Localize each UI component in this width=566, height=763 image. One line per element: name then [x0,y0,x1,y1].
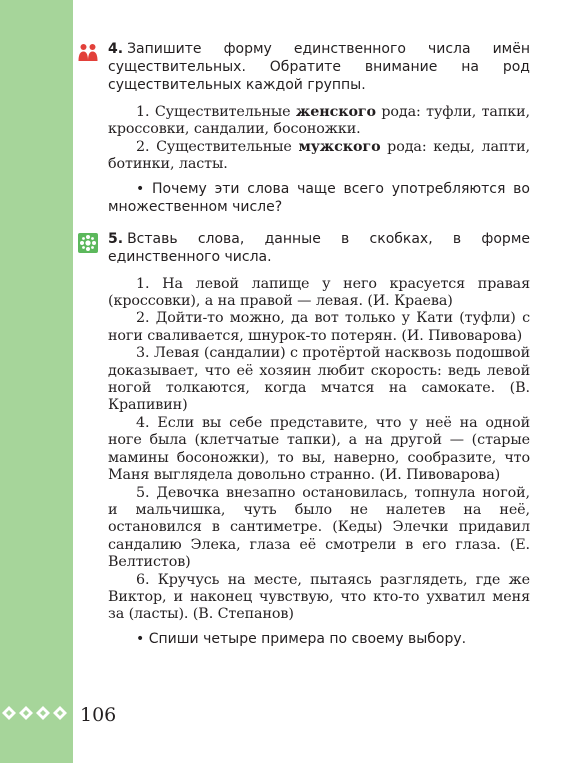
ornament-strip [0,704,70,722]
task-4 [78,40,530,216]
task-5-example-4: 4. Если вы себе представите, что у неё на одной ноге была (клетчатые тапки), а на другой — (старые мамины босоножки), то вы, наверно, сообразите, что Маня выглядела довольно странно. (И. Пивоварова) [108,414,530,484]
task-4-question: • Почему эти слова чаще всего употребляются во множественном числе? [108,180,530,215]
task-4-item-1: 1. Существительные женского рода: туфли, тапки, кроссовки, сандалии, босоножки. [108,104,530,138]
task-5-example-5: 5. Девочка внезапно остановилась, топнула ногой, и мальчишка, чуть было не налетев на неё, остановился в сантиметре. (Кеды) Элечки придавил сандалию Элека, глаза её смотрели в его глаза. (Е. Велтистов) [108,484,530,571]
task-4-instruction: 4. Запишите форму единственного числа имён существительных. Обратите внимание на род существительных каждой группы. [108,41,530,93]
task-5-example-2: 2. Дойти-то можно, да вот только у Кати (туфли) с ноги сваливается, шнурок-то потерян. (И. Пивоварова) [108,310,530,344]
task-5-example-6: 6. Кручусь на месте, пытаясь разглядеть, где же Виктор, и наконец чувствую, что кто-то ухватил меня за (ласты). (В. Степанов) [108,571,530,623]
textbook-page [78,40,530,648]
left-margin-band [0,0,73,763]
task-4-item-2: 2. Существительные мужского рода: кеды, лапти, ботинки, ласты. [108,138,530,173]
task-5-question: • Спиши четыре примера по своему выбору. [136,630,467,647]
pair-work-icon [78,43,98,63]
task-5-example-3: 3. Левая (сандалии) с протёртой насквозь подошвой доказывает, что её хозяин любит скорость: ведь левой ногой толкаются, когда мчатся на самокате. (В. Крапивин) [108,345,530,414]
page-number: 106 [80,704,117,726]
task-5 [78,230,530,648]
task-4-number: 4. [108,41,124,57]
task-5-instruction: 5. Вставь слова, данные в скобках, в форме единственного числа. [108,230,530,265]
task-5-example-1: 1. На левой лапище у него красуется правая (кроссовки), а на правой — левая. (И. Краева) [108,275,530,310]
task-5-number: 5. [108,230,124,247]
creative-task-icon [78,233,98,253]
